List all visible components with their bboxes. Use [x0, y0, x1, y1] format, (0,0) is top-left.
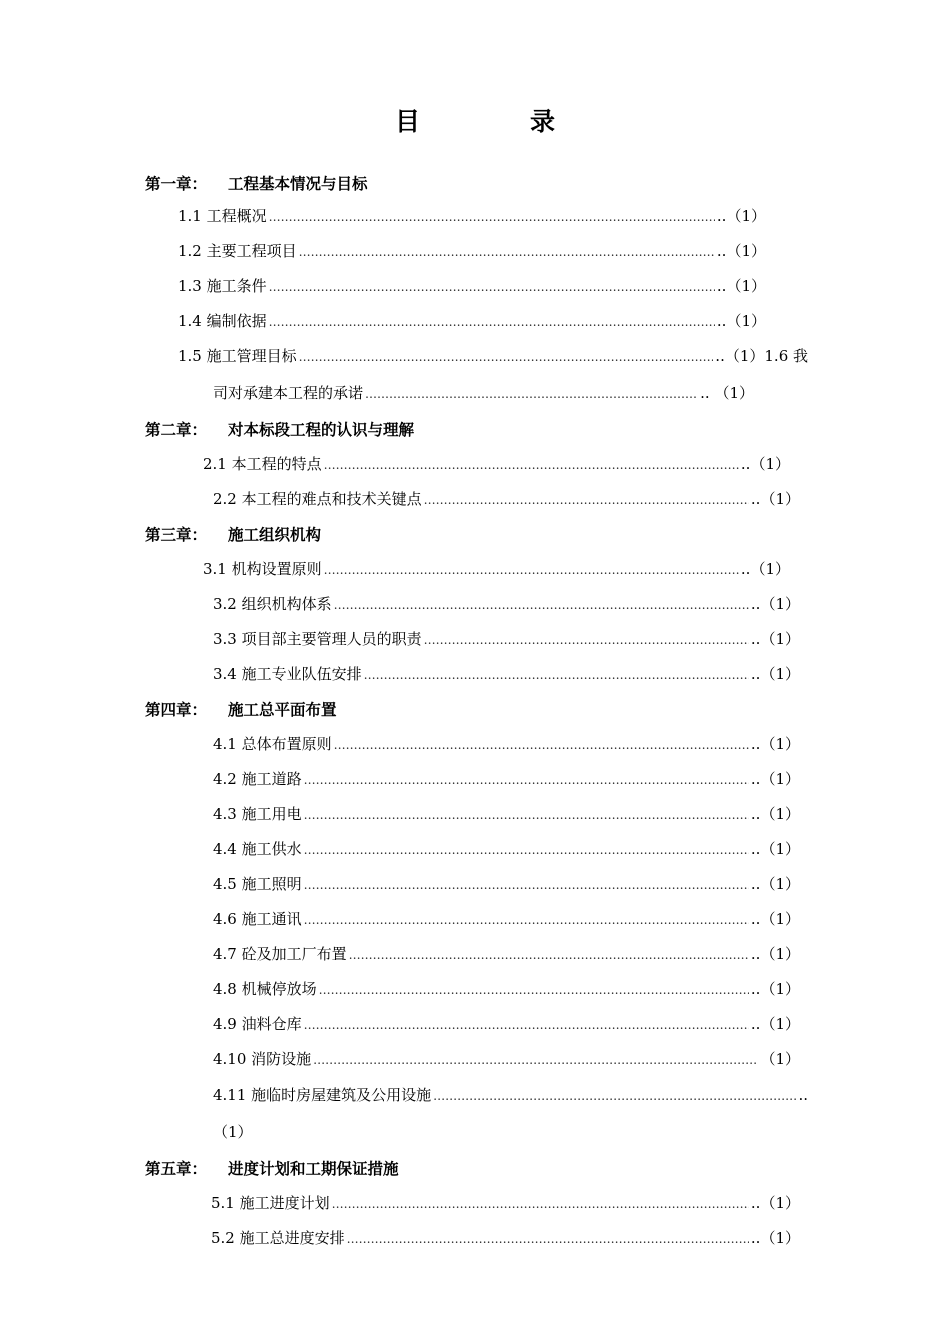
toc-entry-4-1[interactable] — [213, 733, 800, 754]
entry-label: 1.5 施工管理目标 — [178, 347, 297, 365]
dot-leader — [334, 598, 749, 612]
entry-page: ..（1） — [750, 945, 800, 963]
entry-label: 4.3 施工用电 — [213, 805, 302, 823]
entry-page: ..（1） — [740, 455, 790, 473]
entry-label: 4.1 总体布置原则 — [213, 735, 332, 753]
dot-leader — [304, 878, 749, 892]
dot-leader — [324, 563, 739, 577]
chapter-number: 第五章： — [145, 1159, 208, 1178]
chapter-number: 第四章： — [145, 700, 208, 719]
entry-label: 4.2 施工道路 — [213, 770, 302, 788]
chapter-title: 进度计划和工期保证措施 — [228, 1159, 399, 1178]
entry-page: ..（1） — [750, 665, 800, 683]
entry-label: 3.1 机构设置原则 — [203, 560, 322, 578]
dot-leader — [304, 773, 749, 787]
dot-leader — [319, 983, 749, 997]
entry-page: ..（1） — [716, 242, 766, 260]
toc-entry-4-6[interactable] — [213, 908, 800, 929]
entry-label: 4.6 施工通讯 — [213, 910, 302, 928]
chapter-title: 施工总平面布置 — [228, 700, 337, 719]
toc-entry-3-3[interactable] — [213, 628, 800, 649]
dot-leader — [349, 948, 749, 962]
dot-leader — [364, 668, 749, 682]
dot-leader — [424, 633, 749, 647]
entry-page: ..（1） — [740, 560, 790, 578]
dot-leader — [304, 913, 749, 927]
entry-page: ..（1） — [716, 277, 766, 295]
dot-leader — [324, 458, 739, 472]
entry-label: 1.3 施工条件 — [178, 277, 267, 295]
entry-label: 5.1 施工进度计划 — [211, 1194, 330, 1212]
entry-page: ..（1） — [750, 630, 800, 648]
entry-label: 1.1 工程概况 — [178, 207, 267, 225]
dot-leader — [334, 738, 749, 752]
entry-page: ..（1） — [750, 910, 800, 928]
entry-page: ..（1） — [750, 805, 800, 823]
entry-page: ..（1） — [750, 1194, 800, 1212]
entry-label: 4.4 施工供水 — [213, 840, 302, 858]
entry-label: 4.9 油料仓库 — [213, 1015, 302, 1033]
entry-label: 4.8 机械停放场 — [213, 980, 317, 998]
toc-entry-4-4[interactable] — [213, 838, 800, 859]
entry-label: 2.1 本工程的特点 — [203, 455, 322, 473]
entry-page: （1） — [760, 1050, 800, 1068]
dot-leader — [332, 1197, 749, 1211]
entry-label: 3.2 组织机构体系 — [213, 595, 332, 613]
dot-leader — [365, 387, 698, 401]
toc-entry-3-4[interactable] — [213, 663, 800, 684]
toc-entry-4-8[interactable] — [213, 978, 800, 999]
dot-leader — [304, 843, 749, 857]
toc-entry-1-6[interactable] — [213, 382, 754, 403]
chapter-title: 工程基本情况与目标 — [228, 174, 368, 193]
chapter-number: 第一章： — [145, 174, 208, 193]
toc-entry-5-1[interactable] — [211, 1192, 800, 1213]
toc-entry-5-2[interactable] — [211, 1227, 800, 1248]
entry-label: 1.2 主要工程项目 — [178, 242, 297, 260]
entry-label: 4.5 施工照明 — [213, 875, 302, 893]
entry-page: ..（1） — [750, 595, 800, 613]
title-char-2: 录 — [530, 107, 556, 136]
dot-leader — [433, 1089, 796, 1103]
toc-title — [0, 102, 950, 138]
entry-label: 4.10 消防设施 — [213, 1050, 312, 1068]
entry-page: ..（1） — [750, 980, 800, 998]
entry-page: ..（1） — [750, 1229, 800, 1247]
entry-label: 3.4 施工专业队伍安排 — [213, 665, 362, 683]
toc-entry-1-1[interactable] — [178, 205, 766, 226]
entry-page: .. — [798, 1086, 808, 1104]
entry-label: 5.2 施工总进度安排 — [211, 1229, 345, 1247]
dot-leader — [313, 1053, 758, 1067]
entry-page: ..（1） — [716, 207, 766, 225]
toc-entry-4-9[interactable] — [213, 1013, 800, 1034]
chapter-number: 第二章： — [145, 420, 208, 439]
dot-leader — [269, 280, 715, 294]
chapter-5-heading[interactable] — [145, 1157, 399, 1179]
toc-entry-3-2[interactable] — [213, 593, 800, 614]
entry-label: 4.11 施临时房屋建筑及公用设施 — [213, 1086, 432, 1104]
entry-page: ..（1）1.6 我 — [715, 347, 808, 365]
entry-label: 1.4 编制依据 — [178, 312, 267, 330]
chapter-number: 第三章： — [145, 525, 208, 544]
entry-page: ..（1） — [750, 840, 800, 858]
entry-label: 2.2 本工程的难点和技术关键点 — [213, 490, 422, 508]
toc-entry-4-10[interactable] — [213, 1048, 800, 1069]
toc-entry-1-5[interactable] — [178, 345, 808, 366]
toc-entry-1-2[interactable] — [178, 240, 766, 261]
dot-leader — [299, 245, 715, 259]
entry-page: ..（1） — [750, 1015, 800, 1033]
chapter-title: 施工组织机构 — [228, 525, 322, 544]
chapter-1-heading[interactable] — [145, 172, 368, 194]
entry-label: 3.3 项目部主要管理人员的职责 — [213, 630, 422, 648]
entry-page: .. （1） — [700, 384, 754, 402]
chapter-4-heading[interactable] — [145, 698, 337, 720]
entry-page: ..（1） — [750, 770, 800, 788]
chapter-title: 对本标段工程的认识与理解 — [228, 420, 415, 439]
toc-entry-4-3[interactable] — [213, 803, 800, 824]
toc-entry-4-7[interactable] — [213, 943, 800, 964]
entry-page: ..（1） — [750, 875, 800, 893]
toc-entry-4-2[interactable] — [213, 768, 800, 789]
chapter-3-heading[interactable] — [145, 523, 321, 545]
dot-leader — [424, 493, 749, 507]
toc-entry-4-11-page[interactable]: （1） — [213, 1123, 253, 1141]
dot-leader — [347, 1232, 749, 1246]
toc-entry-1-4[interactable] — [178, 310, 766, 331]
dot-leader — [299, 350, 714, 364]
title-char-1: 目 — [394, 107, 420, 136]
toc-entry-4-11[interactable] — [213, 1084, 808, 1105]
dot-leader — [269, 315, 715, 329]
dot-leader — [304, 1018, 749, 1032]
toc-entry-2-1[interactable] — [203, 453, 790, 474]
entry-page: ..（1） — [750, 490, 800, 508]
dot-leader — [269, 210, 715, 224]
chapter-2-heading[interactable] — [145, 418, 414, 440]
dot-leader — [304, 808, 749, 822]
entry-label: 司对承建本工程的承诺 — [213, 384, 364, 402]
entry-page: ..（1） — [750, 735, 800, 753]
toc-entry-1-3[interactable] — [178, 275, 766, 296]
toc-entry-4-5[interactable] — [213, 873, 800, 894]
toc-entry-2-2[interactable] — [213, 488, 800, 509]
entry-label: 4.7 砼及加工厂布置 — [213, 945, 347, 963]
toc-entry-3-1[interactable] — [203, 558, 790, 579]
entry-page: ..（1） — [716, 312, 766, 330]
